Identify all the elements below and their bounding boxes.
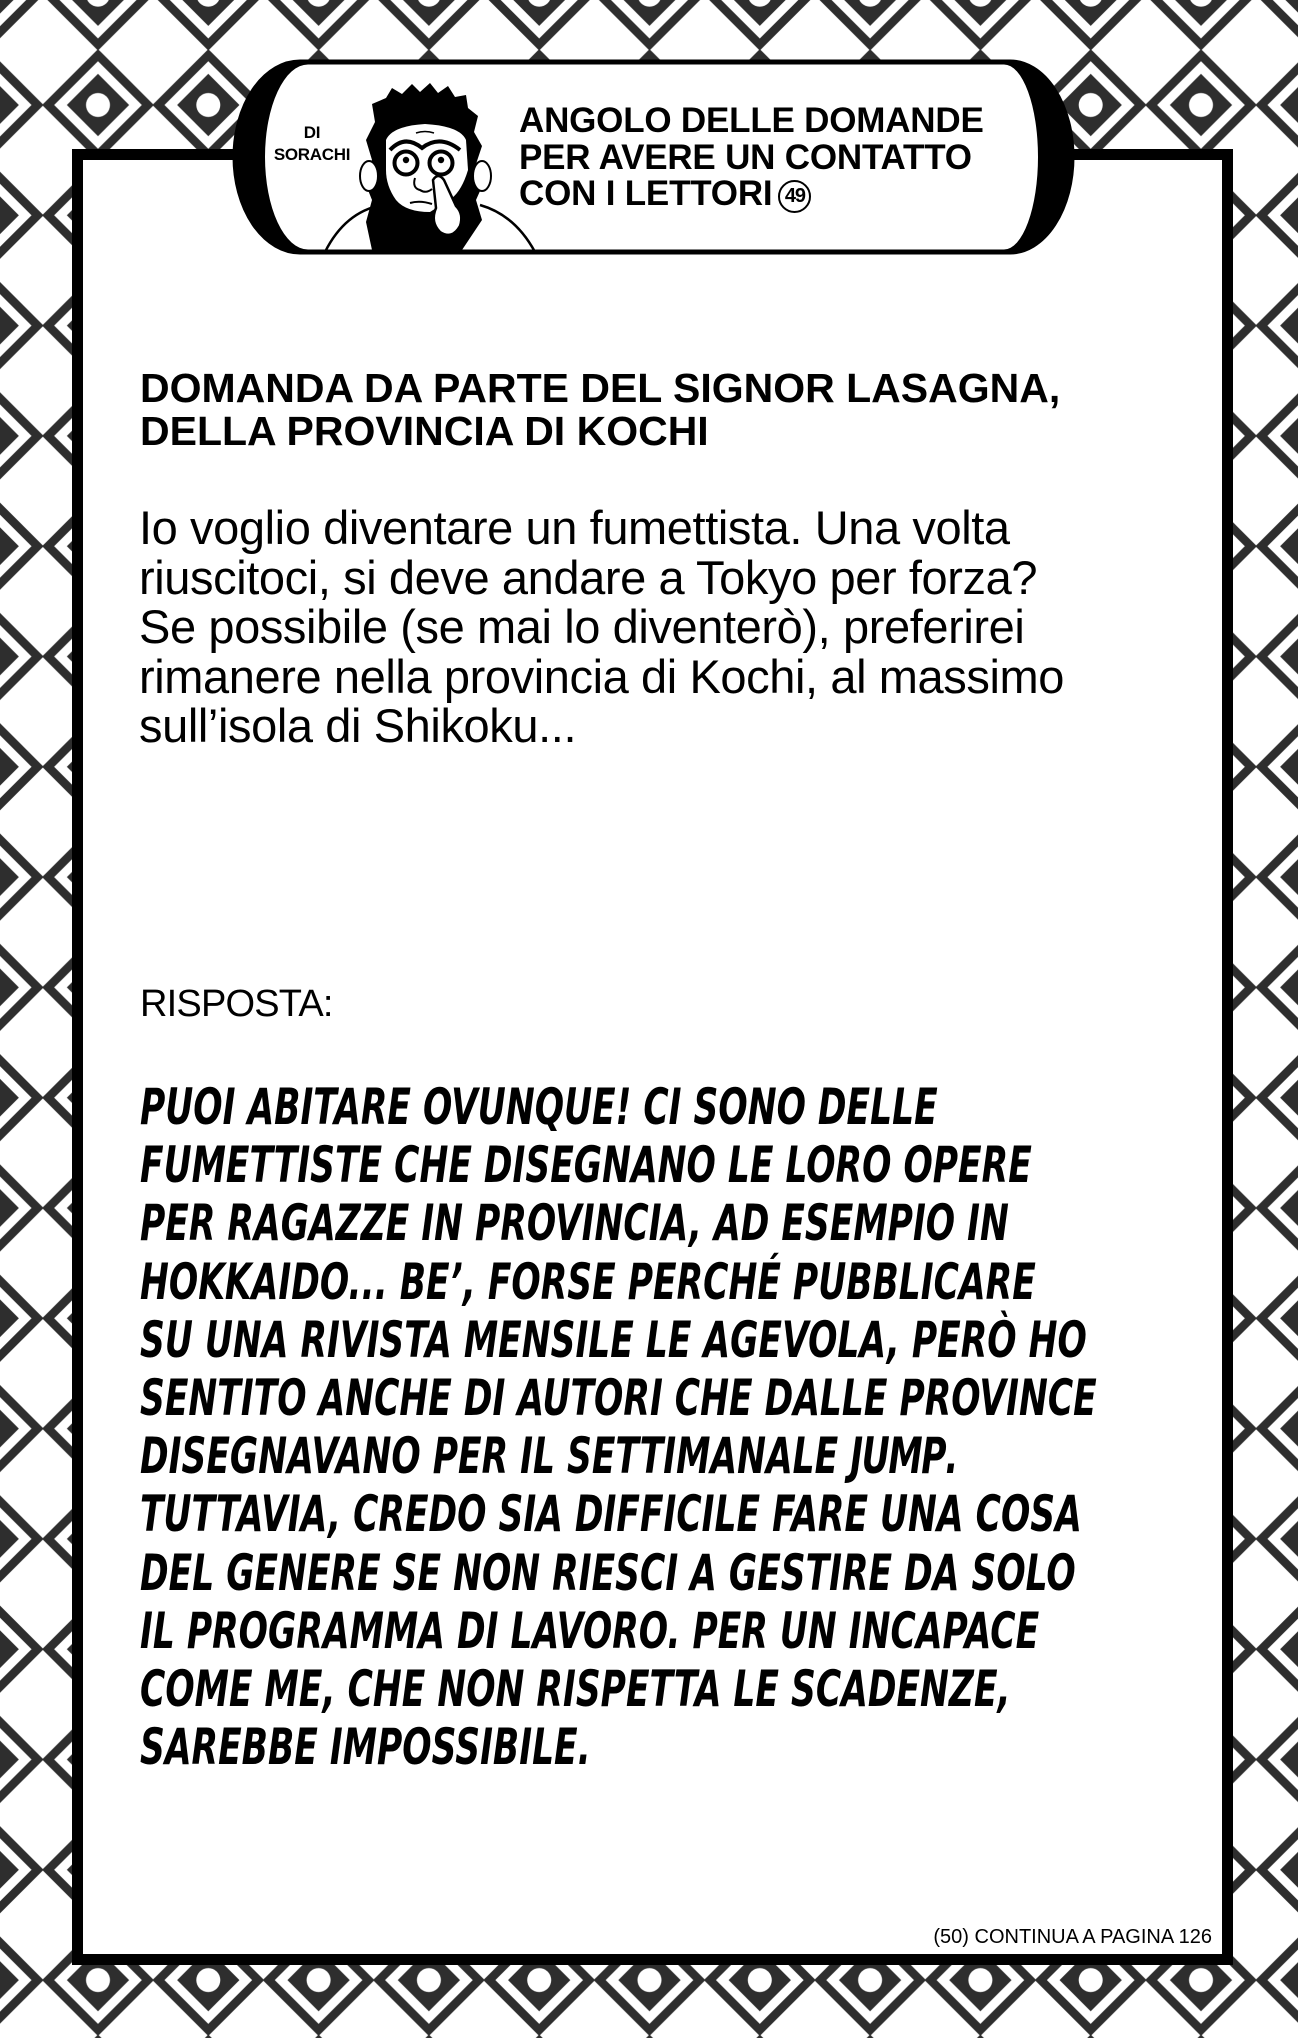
answer-body: [140, 1078, 1298, 1776]
answer-line: PER RAGAZZE IN PROVINCIA, AD ESEMPIO IN: [140, 1194, 1009, 1253]
byline-author: SORACHI: [273, 145, 351, 164]
answer-line: [140, 1427, 1097, 1485]
answer-line-text: DISEGNAVANO PER IL SETTIMANALE: [140, 1427, 851, 1486]
question-line: rimanere nella provincia di Kochi, al massimo: [139, 649, 1065, 703]
answer-line: SU UNA RIVISTA MENSILE LE AGEVOLA, PERÒ HO: [140, 1310, 1087, 1369]
question-heading-line: DELLA PROVINCIA DI KOCHI: [140, 408, 709, 454]
answer-line: SAREBBE IMPOSSIBILE.: [140, 1718, 591, 1777]
issue-number-badge: 49: [778, 180, 811, 213]
column-title-line-3-text: CON I LETTORI: [519, 174, 773, 213]
answer-line: HOKKAIDO... BE’, FORSE PERCHÉ PUBBLICARE: [140, 1252, 1036, 1311]
column-title-line-3: [519, 176, 984, 213]
question-line: sull’isola di Shikoku...: [139, 699, 577, 752]
byline-prefix: DI: [303, 123, 321, 142]
column-title: [519, 103, 984, 213]
column-title-line-2: PER AVERE UN CONTATTO: [519, 137, 972, 177]
magazine-title: JUMP: [850, 1427, 946, 1486]
answer-line: FUMETTISTE CHE DISEGNANO LE LORO OPERE: [140, 1136, 1032, 1195]
answer-line: COME ME, CHE NON RISPETTA LE SCADENZE,: [140, 1659, 1011, 1718]
question-line: Se possibile (se mai lo diventerò), preferirei: [139, 600, 1025, 653]
question-heading: [140, 367, 1060, 453]
question-line: Io voglio diventare un fumettista. Una volta: [139, 501, 1010, 554]
question-line: riuscitoci, si deve andare a Tokyo per forza?: [139, 550, 1038, 604]
question-heading-line: DOMANDA DA PARTE DEL SIGNOR LASAGNA,: [140, 365, 1061, 411]
page-continuation-note: (50) CONTINUA A PAGINA 126: [933, 1926, 1212, 1948]
answer-line: SENTITO ANCHE DI AUTORI CHE DALLE PROVINCE: [140, 1368, 1097, 1427]
question-body: [139, 503, 1064, 751]
answer-line-tail: .: [945, 1427, 959, 1486]
column-title-line-1: ANGOLO DELLE DOMANDE: [519, 101, 984, 140]
answer-line: PUOI ABITARE OVUNQUE! CI SONO DELLE: [140, 1078, 938, 1136]
answer-label: RISPOSTA:: [140, 983, 333, 1025]
answer-line: IL PROGRAMMA DI LAVORO. PER UN INCAPACE: [140, 1601, 1040, 1660]
answer-line: DEL GENERE SE NON RIESCI A GESTIRE DA SOLO: [140, 1543, 1076, 1602]
answer-line: TUTTAVIA, CREDO SIA DIFFICILE FARE UNA COSA: [140, 1485, 1082, 1544]
